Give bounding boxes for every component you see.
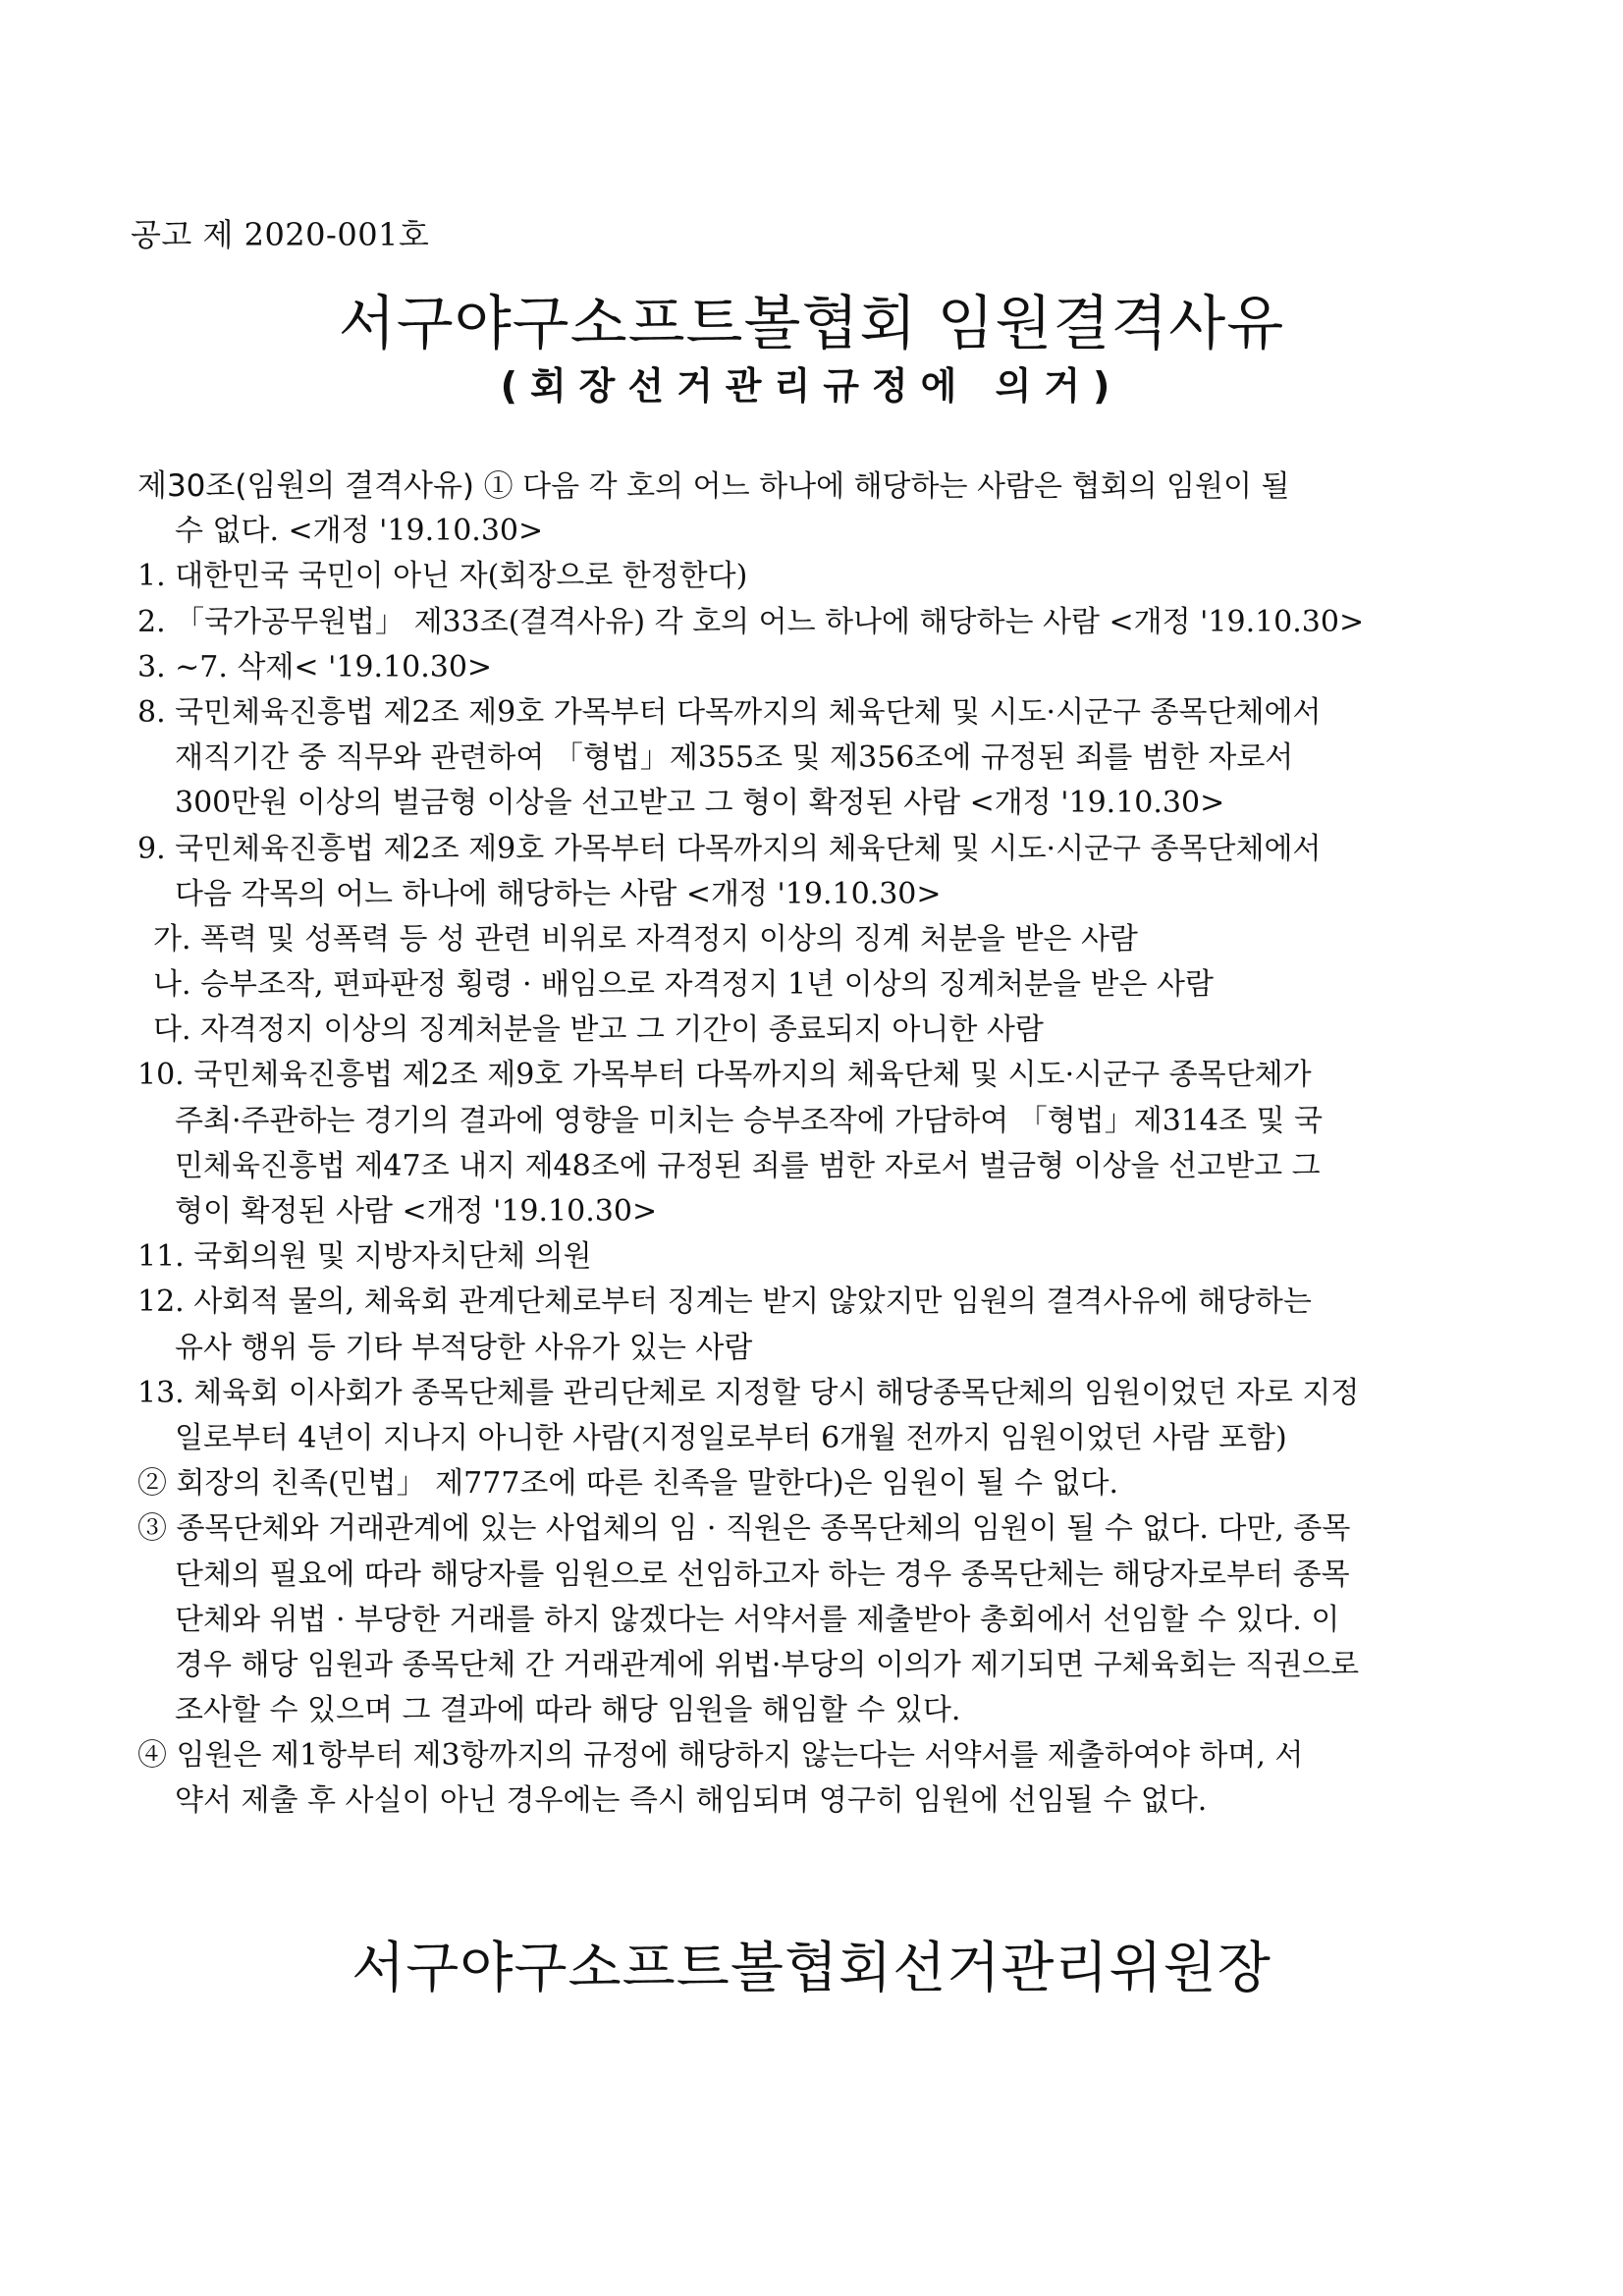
- item-10-cont-2: 민체육진흥법 제47조 내지 제48조에 규정된 죄를 범한 자로서 벌금형 이상을 선고받고 그: [175, 1148, 1321, 1183]
- clause-4-cont: 약서 제출 후 사실이 아닌 경우에는 즉시 해임되며 영구히 임원에 선임될 수 없다.: [175, 1783, 1208, 1819]
- clause-4: ④ 임원은 제1항부터 제3항까지의 규정에 해당하지 않는다는 서약서를 제출하여야 하며, 서: [137, 1738, 1304, 1774]
- document-subtitle: (회장선거관리규정에 의거): [500, 364, 1123, 408]
- item-10: 10. 국민체육진흥법 제2조 제9호 가목부터 다목까지의 체육단체 및 시도·시군구 종목단체가: [137, 1058, 1312, 1093]
- article-heading: 제30조(임원의 결격사유): [137, 468, 475, 504]
- item-9-sub-ga: 가. 폭력 및 성폭력 등 성 관련 비위로 자격정지 이상의 징계 처분을 받은 사람: [153, 921, 1138, 957]
- clause-1-intro: ① 다음 각 호의 어느 하나에 해당하는 사람은 협회의 임원이 될: [483, 469, 1290, 504]
- item-9-cont: 다음 각목의 어느 하나에 해당하는 사람 <개정 '19.10.30>: [175, 876, 942, 911]
- item-11: 11. 국회의원 및 지방자치단체 의원: [137, 1239, 592, 1275]
- notice-number: 공고 제 2020-001호: [131, 216, 430, 253]
- clause-3: ③ 종목단체와 거래관계에 있는 사업체의 임 · 직원은 종목단체의 임원이 될 수 없다. 다만, 종목: [137, 1511, 1351, 1547]
- clause-2: ② 회장의 친족(민법」 제777조에 따른 친족을 말한다)은 임원이 될 수 없다.: [137, 1466, 1119, 1502]
- item-13-cont: 일로부터 4년이 지나지 아니한 사람(지정일로부터 6개월 전까지 임원이었던 사람 포함): [175, 1420, 1287, 1455]
- item-8: 8. 국민체육진흥법 제2조 제9호 가목부터 다목까지의 체육단체 및 시도·시군구 종목단체에서: [137, 694, 1322, 730]
- item-9: 9. 국민체육진흥법 제2조 제9호 가목부터 다목까지의 체육단체 및 시도·시군구 종목단체에서: [137, 831, 1322, 866]
- article-body: [137, 464, 1512, 1825]
- signature-line: 서구야구소프트볼협회선거관리위원장: [352, 1937, 1271, 2000]
- clause-3-cont-4: 조사할 수 있으며 그 결과에 따라 해당 임원을 해임할 수 있다.: [175, 1693, 961, 1728]
- item-12: 12. 사회적 물의, 체육회 관계단체로부터 징계는 받지 않았지만 임원의 결격사유에 해당하는: [137, 1285, 1312, 1320]
- item-8-cont-2: 300만원 이상의 벌금형 이상을 선고받고 그 형이 확정된 사람 <개정 '19.10.30>: [175, 786, 1225, 821]
- clause-3-cont-2: 단체와 위법 · 부당한 거래를 하지 않겠다는 서약서를 제출받아 총회에서 선임할 수 있다. 이: [175, 1602, 1340, 1637]
- item-12-cont: 유사 행위 등 기타 부적당한 사유가 있는 사람: [175, 1330, 753, 1365]
- item-9-sub-na: 나. 승부조작, 편파판정 횡령 · 배임으로 자격정지 1년 이상의 징계처분을 받은 사람: [153, 967, 1214, 1003]
- item-1: 1. 대한민국 국민이 아닌 자(회장으로 한정한다): [137, 559, 748, 594]
- item-3-7: 3. ~7. 삭제< '19.10.30>: [137, 649, 493, 684]
- item-8-cont-1: 재직기간 중 직무와 관련하여 「형법」제355조 및 제356조에 규정된 죄를 범한 자로서: [175, 740, 1294, 776]
- item-13: 13. 체육회 이사회가 종목단체를 관리단체로 지정할 당시 해당종목단체의 임원이었던 자로 지정: [137, 1375, 1360, 1410]
- item-2: 2. 「국가공무원법」 제33조(결격사유) 각 호의 어느 하나에 해당하는 사람 <개정 '19.10.30>: [137, 604, 1365, 639]
- document-title: 서구야구소프트볼협회 임원결격사유: [338, 290, 1285, 358]
- clause-3-cont-3: 경우 해당 임원과 종목단체 간 거래관계에 위법·부당의 이의가 제기되면 구체육회는 직권으로: [175, 1647, 1360, 1682]
- article-first-line: [137, 464, 1512, 509]
- item-9-sub-da: 다. 자격정지 이상의 징계처분을 받고 그 기간이 종료되지 아니한 사람: [153, 1012, 1044, 1048]
- clause-3-cont-1: 단체의 필요에 따라 해당자를 임원으로 선임하고자 하는 경우 종목단체는 해당자로부터 종목: [175, 1557, 1350, 1592]
- clause-1-intro-cont: 수 없다. <개정 '19.10.30>: [175, 514, 544, 549]
- item-10-cont-1: 주최·주관하는 경기의 결과에 영향을 미치는 승부조작에 가담하여 「형법」제314조 및 국: [175, 1103, 1323, 1138]
- item-10-cont-3: 형이 확정된 사람 <개정 '19.10.30>: [175, 1194, 658, 1229]
